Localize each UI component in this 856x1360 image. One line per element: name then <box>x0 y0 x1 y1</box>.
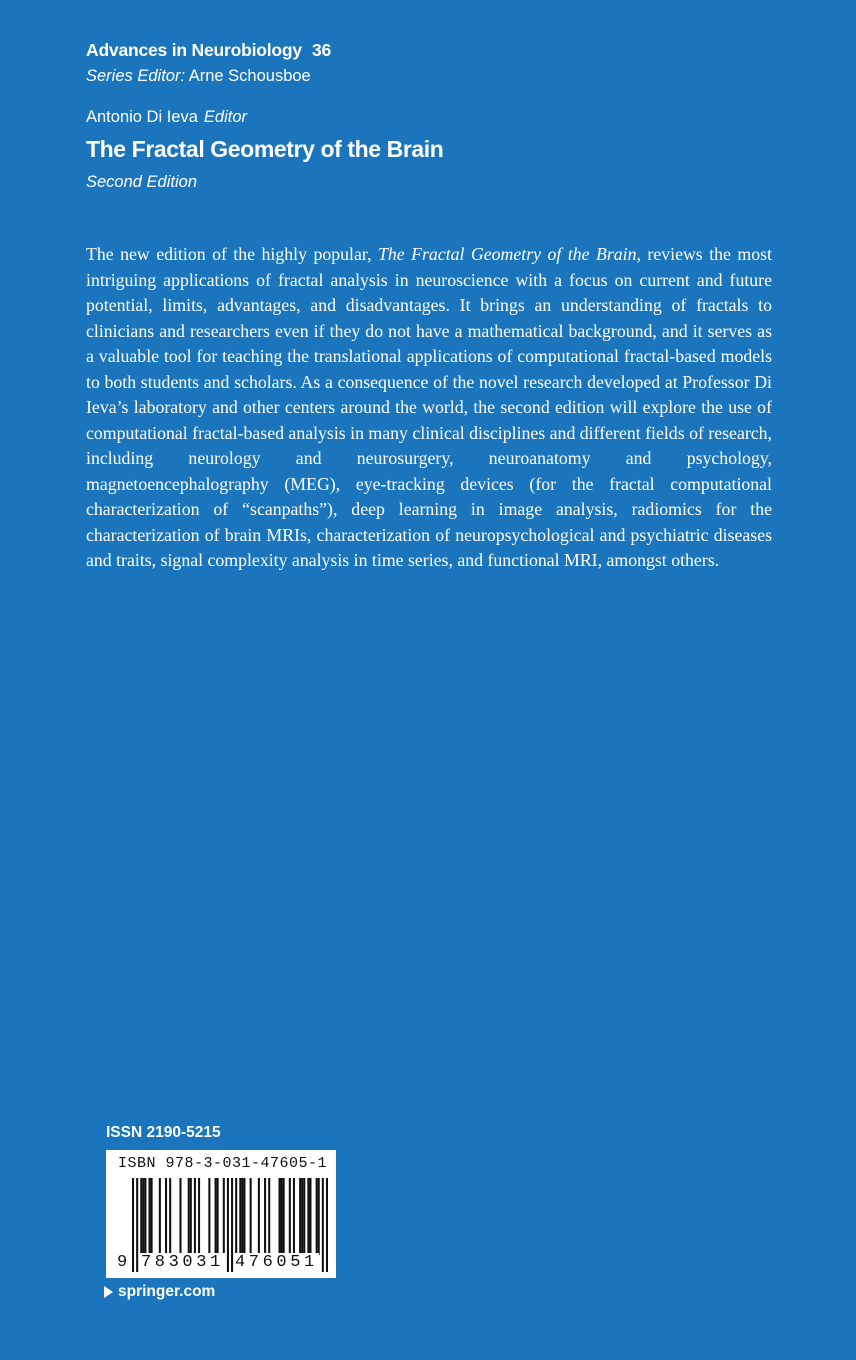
description-title: The Fractal Geometry of the Brain <box>377 244 637 264</box>
barcode-bar <box>165 1178 167 1255</box>
barcode-bar <box>151 1178 153 1255</box>
arrow-right-icon <box>104 1286 113 1298</box>
barcode-bar <box>227 1178 229 1272</box>
series-title <box>86 40 331 61</box>
barcode-bar <box>268 1178 270 1255</box>
barcode-bar <box>159 1178 161 1255</box>
barcode-bar <box>289 1178 291 1255</box>
book-editor <box>86 108 247 127</box>
book-title: The Fractal Geometry of the Brain <box>86 136 444 162</box>
book-editor-name: Antonio Di Ieva <box>86 108 198 126</box>
barcode-bar <box>250 1178 252 1255</box>
barcode-bar <box>179 1178 181 1255</box>
barcode-bar <box>258 1178 260 1255</box>
barcode-bar <box>132 1178 134 1272</box>
publisher-link[interactable] <box>104 1283 215 1301</box>
barcode-bar <box>223 1178 225 1255</box>
barcode-bar <box>243 1178 245 1255</box>
barcode-bar <box>215 1178 217 1255</box>
book-edition: Second Edition <box>86 173 197 191</box>
barcode-bar <box>299 1178 301 1255</box>
description-body: , reviews the most intriguing applications of fractal analysis in neuroscience with a focus on current and future potential, limits, advantages, and disadvantages. It brings an understanding of fractals to clinicians and researchers even if they do not have a mathematical background, and it serves as a valuable tool for teaching the translational applications of computational fractal-based models to both students and scholars. As a consequence of the novel research developed at Professor Di Ieva’s laboratory and other centers around the world, the second edition will explore the use of computational fractal-based analysis in many clinical disciplines and different fields of research, including neurology and neurosurgery, neuroanatomy and psychology, magnetoencephalography (MEG), eye-tracking devices (for the fractal computational characterization of “scanpaths”), deep learning in image analysis, radiomics for the characterization of brain MRIs, characterization of neuropsychological and psychiatric diseases and traits, signal complexity analysis in time series, and functional MRI, amongst others. <box>86 244 772 570</box>
series-editor-label: Series Editor: <box>86 67 186 85</box>
series-block <box>86 40 331 86</box>
barcode-bar <box>235 1178 237 1255</box>
barcode-bar <box>169 1178 171 1255</box>
ean-left-digits: 783031 <box>141 1253 224 1272</box>
barcode-bar <box>307 1178 309 1255</box>
issn-label: ISSN 2190-5215 <box>106 1124 221 1141</box>
barcode-bar <box>198 1178 200 1255</box>
barcode-bar <box>322 1178 324 1272</box>
barcode-bar <box>303 1178 305 1255</box>
publisher-url: springer.com <box>118 1283 216 1300</box>
barcode-bar <box>142 1178 144 1255</box>
barcode-bar <box>264 1178 266 1255</box>
series-name: Advances in Neurobiology <box>86 40 302 60</box>
book-description <box>86 242 772 574</box>
barcode-bar <box>140 1178 142 1255</box>
barcode-bar <box>136 1178 138 1272</box>
barcode-bar <box>309 1178 311 1255</box>
barcode-bar <box>188 1178 190 1255</box>
barcode-bar <box>231 1178 233 1272</box>
series-editor-name: Arne Schousboe <box>188 67 311 85</box>
barcode-bar <box>149 1178 151 1255</box>
barcode-bar <box>144 1178 146 1255</box>
barcode-bar <box>241 1178 243 1255</box>
barcode-bar <box>208 1178 210 1255</box>
barcode-bar <box>301 1178 303 1255</box>
barcode-bar <box>281 1178 283 1255</box>
barcode-bar <box>318 1178 320 1255</box>
barcode-bar <box>217 1178 219 1255</box>
barcode-bar <box>278 1178 280 1255</box>
isbn-label: ISBN 978-3-031-47605-1 <box>118 1155 328 1172</box>
series-editor <box>86 67 331 86</box>
barcode-bar <box>293 1178 295 1255</box>
isbn-barcode <box>106 1150 336 1278</box>
barcode-bar <box>283 1178 285 1255</box>
barcode-bar <box>194 1178 196 1255</box>
barcode-bar <box>190 1178 192 1255</box>
series-number: 36 <box>311 40 332 60</box>
book-editor-role: Editor <box>203 108 248 126</box>
description-intro: The new edition of the highly popular, <box>86 244 378 264</box>
ean-first-digit: 9 <box>117 1253 128 1272</box>
barcode-bar <box>239 1178 241 1255</box>
barcode-bar <box>316 1178 318 1255</box>
barcode-bar <box>326 1178 328 1272</box>
ean-right-digits: 476051 <box>235 1253 318 1272</box>
